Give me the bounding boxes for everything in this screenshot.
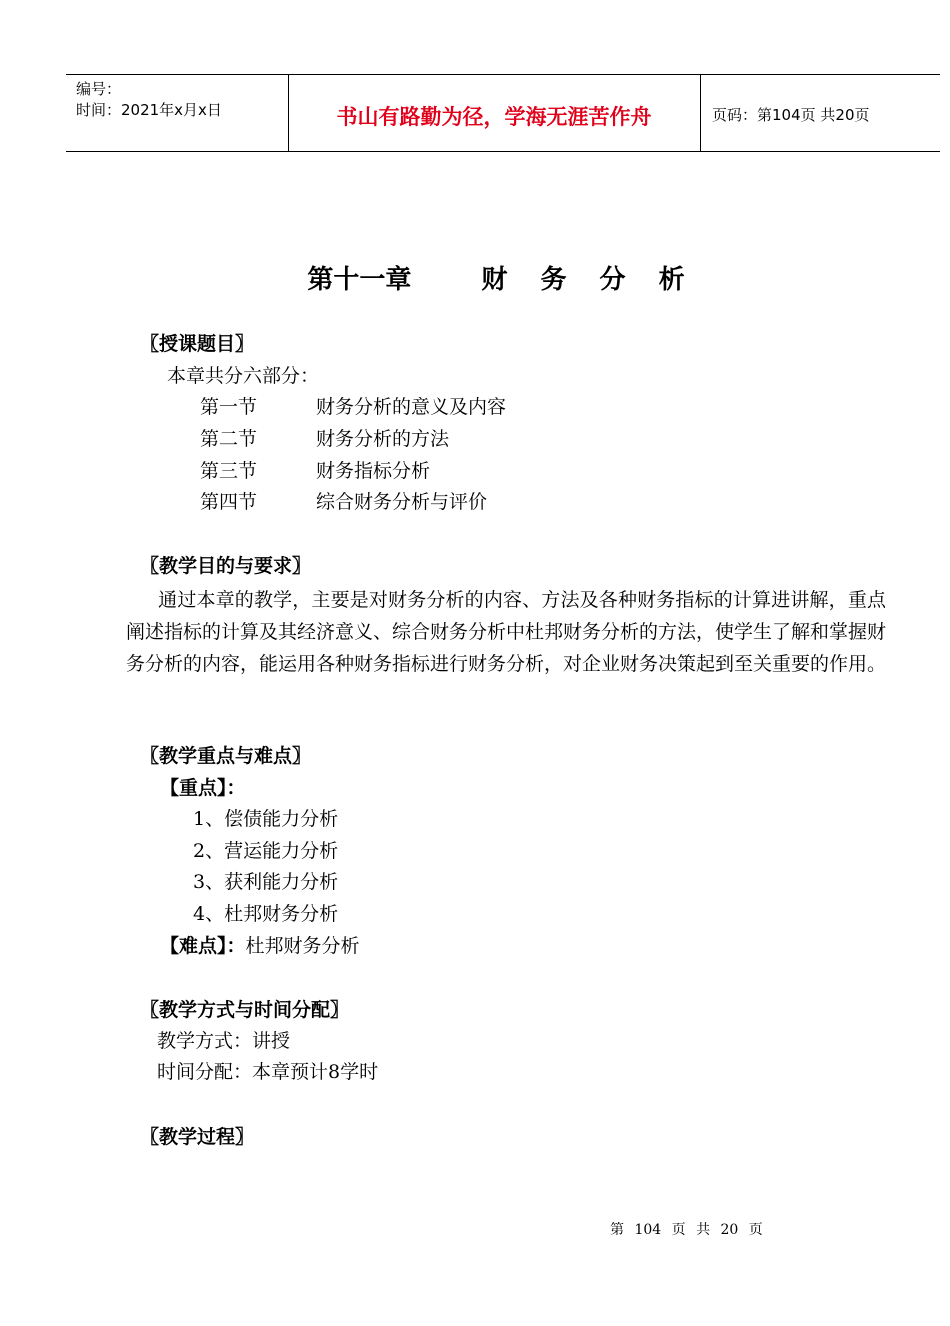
key-points-heading: 〖教学重点与难点〗 <box>140 745 312 767</box>
number-label: 编号： <box>76 80 122 98</box>
key-line <box>160 776 246 800</box>
key-item: 3、获利能力分析 <box>193 871 339 893</box>
section-name: 财务分析的意义及内容 <box>316 396 507 418</box>
key-colon: ： <box>226 777 246 799</box>
difficult-colon: ： <box>226 935 246 957</box>
topic-heading: 〖授课题目〗 <box>140 333 255 355</box>
method-way: 教学方式：讲授 <box>157 1030 291 1052</box>
section-number: 第四节 <box>200 491 258 513</box>
objectives-paragraph <box>126 584 886 680</box>
header-page-info: 页码：第104页 共20页 <box>712 106 870 124</box>
section-name: 综合财务分析与评价 <box>316 491 488 513</box>
section-name: 财务指标分析 <box>316 460 431 482</box>
objectives-text: 通过本章的教学，主要是对财务分析的内容、方法及各种财务指标的计算进讲解，重点阐述指标的计算及其经济意义、综合财务分析中杜邦财务分析的方法，使学生了解和掌握财务分析的内容，能运用各种财务指标进行财务分析，对企业财务决策起到至关重要的作用。 <box>126 589 887 675</box>
difficult-label: 【难点】 <box>160 935 227 957</box>
key-item: 4、杜邦财务分析 <box>193 903 339 925</box>
section-number: 第一节 <box>200 396 258 418</box>
process-heading: 〖教学过程〗 <box>140 1126 255 1148</box>
document-header <box>66 74 940 152</box>
topic-intro: 本章共分六部分： <box>167 365 320 387</box>
key-label: 【重点】 <box>160 777 227 799</box>
objectives-heading: 〖教学目的与要求〗 <box>140 555 312 577</box>
section-number: 第二节 <box>200 428 258 450</box>
page-footer: 第 104 页 共 20 页 <box>610 1222 763 1238</box>
section-number: 第三节 <box>200 460 258 482</box>
time-label: 时间：2021年x月x日 <box>76 101 222 119</box>
chapter-number: 第十一章 <box>307 265 412 295</box>
difficult-line <box>160 934 360 958</box>
method-time: 时间分配：本章预计8学时 <box>157 1061 379 1083</box>
key-item: 2、营运能力分析 <box>193 840 339 862</box>
header-divider <box>700 75 701 151</box>
section-name: 财务分析的方法 <box>316 428 450 450</box>
method-heading: 〖教学方式与时间分配〗 <box>140 999 350 1021</box>
key-item: 1、偿债能力分析 <box>193 808 339 830</box>
chapter-title <box>0 259 950 296</box>
difficult-text: 杜邦财务分析 <box>245 935 360 957</box>
chapter-name: 财 务 分 析 <box>481 265 697 295</box>
header-motto: 书山有路勤为径，学海无涯苦作舟 <box>336 105 652 129</box>
header-meta <box>76 79 222 121</box>
